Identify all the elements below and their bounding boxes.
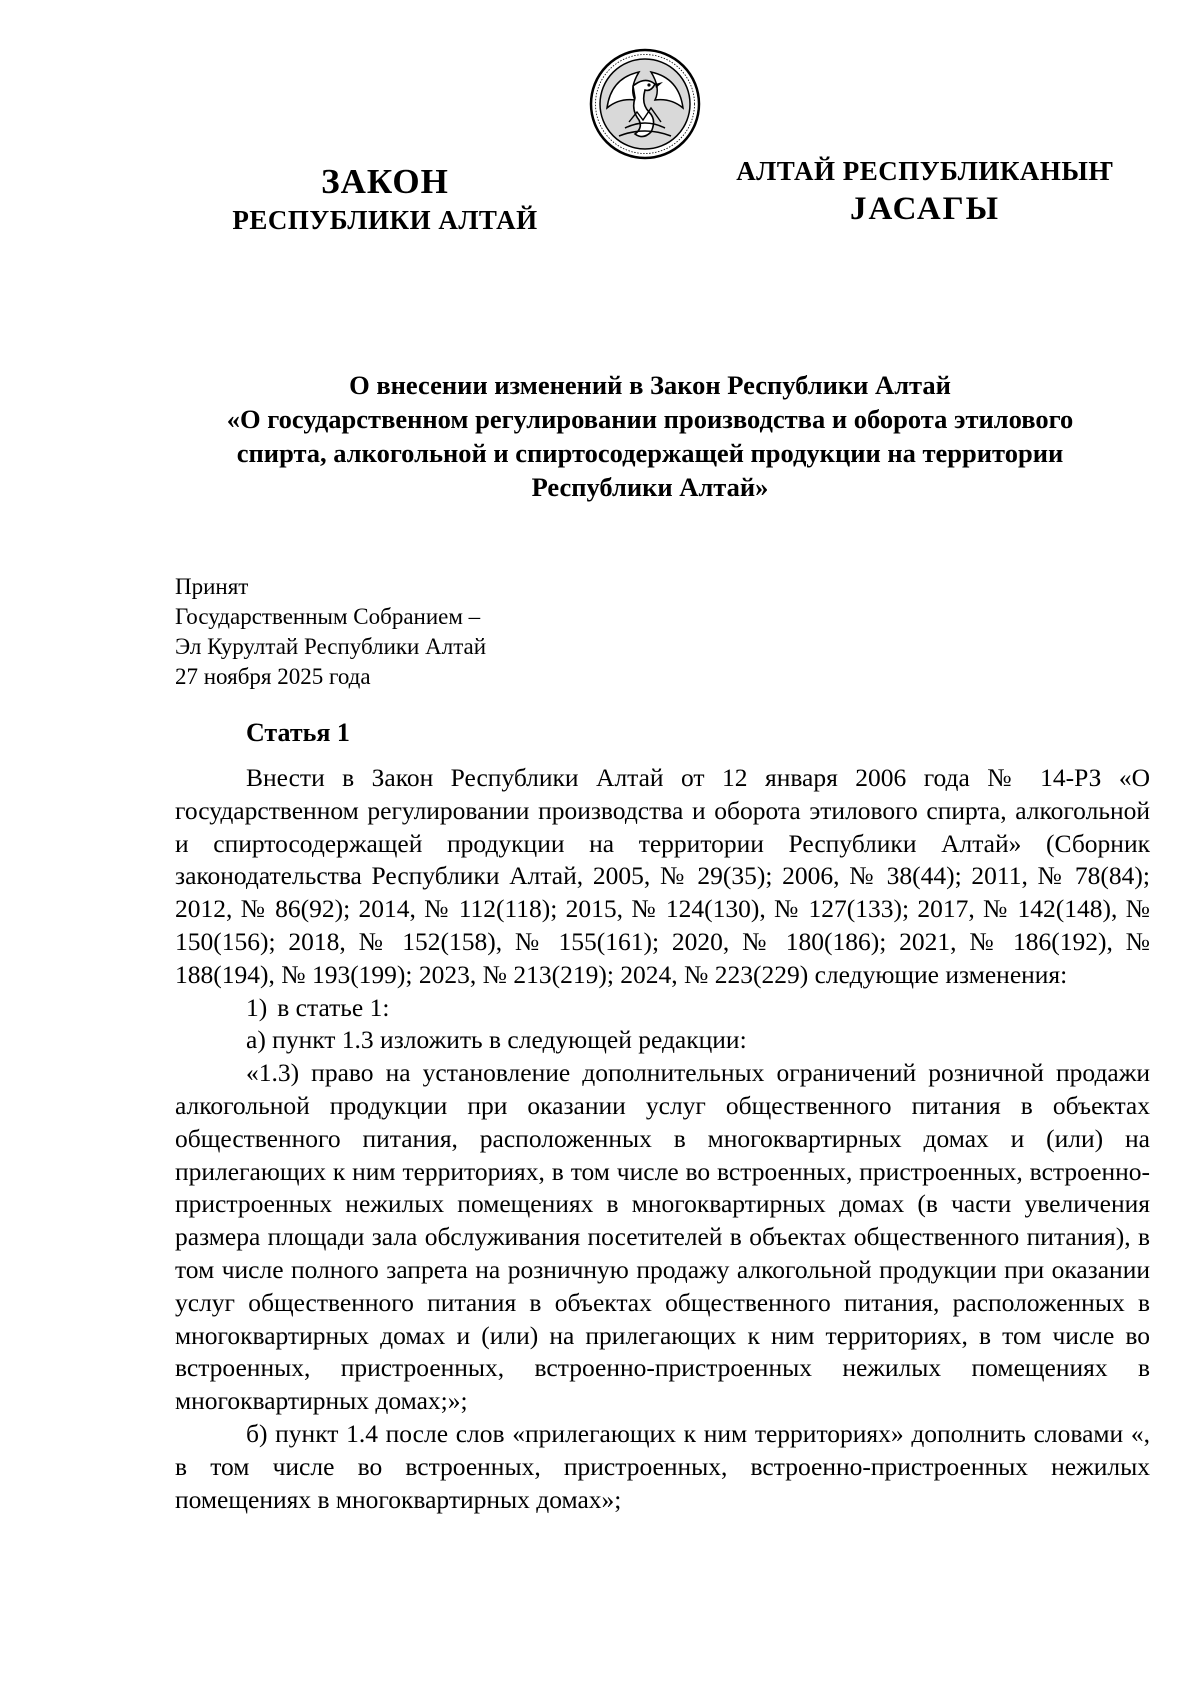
title-line: О внесении изменений в Закон Республики Алтай (349, 370, 951, 400)
title-line: спирта, алкогольной и спиртосодержащей продукции на территории (236, 438, 1064, 468)
altai-emblem-icon (589, 48, 701, 160)
title-line: «О государственном регулировании производства и оборота этилового (226, 404, 1074, 434)
item-1 (175, 992, 1150, 1025)
adoption-block (175, 572, 486, 692)
subitem-b: б) пункт 1.4 после слов «прилегающих к ним территориях» дополнить словами «, в том числе во встроенных, пристроенных, встроенно-пристроенных нежилых помещениях в многоквартирных домах»; (175, 1418, 1150, 1514)
adoption-line: Эл Курултай Республики Алтай (175, 634, 487, 659)
header-right (720, 155, 1130, 230)
item-text: в статье 1: (277, 992, 390, 1022)
adoption-date: 27 ноября 2025 года (175, 664, 371, 689)
subitem-a: а) пункт 1.3 изложить в следующей редакции: (246, 1025, 747, 1055)
adoption-line: Государственным Собранием – (175, 604, 481, 629)
law-title-alt: JАСАГЫ (849, 190, 1001, 227)
article-intro: Внести в Закон Республики Алтай от 12 января 2006 года № 14-РЗ «О государственном регулировании производства и оборота этилового спирта, алкогольной и спиртосодержащей продукции на территории Республики Алтай» (Сборник законодательства Республики Алтай, 2005, № 29(35); 2006, № 38(44); 2011, № 78(84); 2012, № 86(92); 2014, № 112(118); 2015, № 124(130), № 127(133); 2017, № 142(148), № 150(156); 2018, № 152(158), № 155(161); 2020, № 180(186); 2021, № 186(192), № 188(194), № 193(199); 2023, № 213(219); 2024, № 223(229) следующие изменения: (175, 763, 1150, 989)
document-title (175, 368, 1125, 504)
law-title-ru: ЗАКОН (321, 162, 449, 201)
header-left (210, 160, 560, 238)
republic-name-ru: РЕСПУБЛИКИ АЛТАЙ (232, 204, 538, 235)
quoted-clause-1-3: «1.3) право на установление дополнительных ограничений розничной продажи алкогольной продукции при оказании услуг общественного питания в объектах общественного питания, расположенных в многоквартирных домах и (или) на прилегающих к ним территориях, в том числе во встроенных, пристроенных, встроенно-пристроенных нежилых помещениях в многоквартирных домах (в части увеличения размера площади зала обслуживания посетителей в объектах общественного питания), в том числе полного запрета на розничную продажу алкогольной продукции при оказании услуг общественного питания в объектах общественного питания, расположенных в многоквартирных домах и (или) на прилегающих к ним территориях, в том числе во встроенных, пристроенных, встроенно-пристроенных нежилых помещениях в многоквартирных домах;»; (175, 1058, 1150, 1416)
title-line: Республики Алтай» (531, 472, 769, 502)
article-heading: Статья 1 (246, 718, 350, 747)
adoption-line: Принят (175, 574, 249, 599)
article-1 (175, 718, 1150, 1516)
republic-name-alt: АЛТАЙ РЕСПУБЛИКАНЫҤ (736, 156, 1114, 186)
item-number: 1) (246, 992, 268, 1022)
